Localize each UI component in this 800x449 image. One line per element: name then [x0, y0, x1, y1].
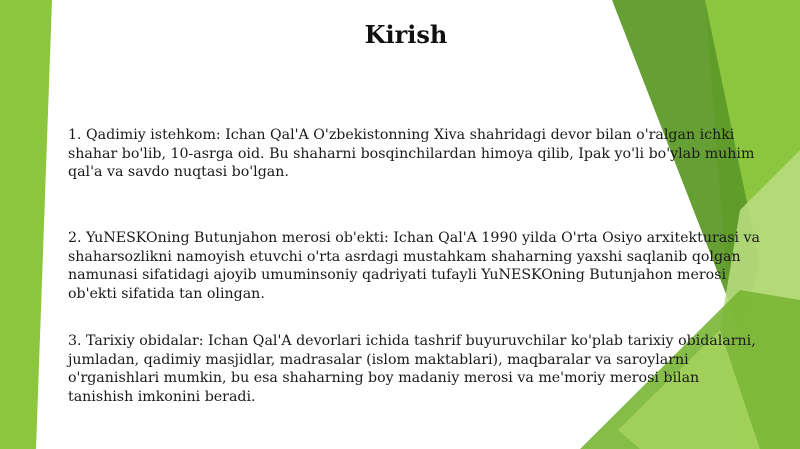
paragraph-3: 3. Tarixiy obidalar: Ichan Qal'A devorlari ichida tashrif buyuruvchilar ko'plab tarixiy obidalarni, jumladan, qadimiy masjidlar, madrasalar (islom maktablari), maqbaralar va saroylarni o'rganishlari mumkin, bu esa shaharning boy madaniy merosi va me'moriy merosi bilan tanishish imkonini beradi.	[68, 333, 756, 405]
slide-title: Kirish	[364, 20, 448, 49]
paragraph-1: 1. Qadimiy istehkom: Ichan Qal'A O'zbekistonning Xiva shahridagi devor bilan o'ralgan ichki shahar bo'lib, 10-asrga oid. Bu shaharni bosqinchilardan himoya qilib, Ipak yo'li bo'ylab muhim qal'a va savdo nuqtasi bo'lgan.	[68, 127, 755, 180]
left-green-band	[0, 0, 52, 449]
paragraph-2: 2. YuNESKOning Butunjahon merosi ob'ekti: Ichan Qal'A 1990 yilda O'rta Osiyo arxitekturasi va shaharsozlikni namoyish etuvchi o'rta asrdagi mustahkam shaharning yaxshi saqlanib qolgan namunasi sifatidagi ajoyib umuminsoniy qadriyati tufayli YuNESKOning Butunjahon merosi ob'ekti sifatida tan olingan.	[68, 230, 761, 302]
